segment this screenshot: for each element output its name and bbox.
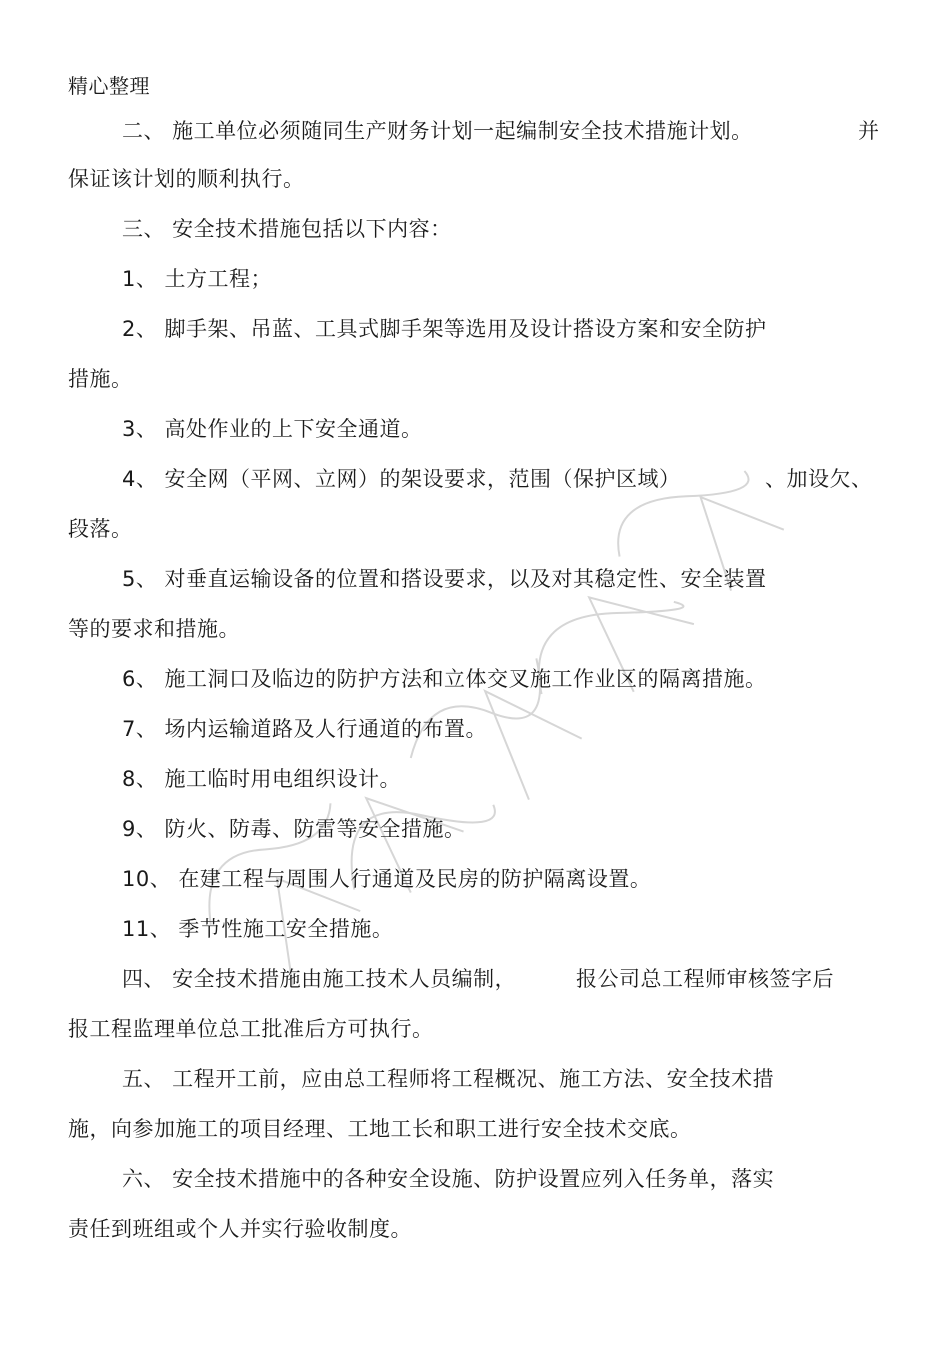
paragraph-2-line-1-end: 并 (858, 119, 880, 143)
list-item-2-line-2: 措施。 (68, 367, 133, 391)
paragraph-5-line-1: 五、 工程开工前，应由总工程师将工程概况、施工方法、安全技术措 (122, 1067, 775, 1091)
list-item-9: 9、 防火、防毒、防雷等安全措施。 (122, 817, 466, 841)
paragraph-4-line-1: 四、 安全技术措施由施工技术人员编制， (122, 967, 517, 991)
paragraph-6-line-2: 责任到班组或个人并实行验收制度。 (68, 1217, 412, 1241)
list-item-4-line-2: 段落。 (68, 517, 133, 541)
list-item-2-line-1: 2、 脚手架、吊蓝、工具式脚手架等选用及设计搭设方案和安全防护 (122, 317, 767, 341)
list-item-5-line-2: 等的要求和措施。 (68, 617, 240, 641)
paragraph-4-line-1-end: 报公司总工程师审核签字后 (576, 967, 834, 991)
list-item-3: 3、 高处作业的上下安全通道。 (122, 417, 423, 441)
list-item-6: 6、 施工洞口及临边的防护方法和立体交叉施工作业区的隔离措施。 (122, 667, 767, 691)
paragraph-5-line-2: 施，向参加施工的项目经理、工地工长和职工进行安全技术交底。 (68, 1117, 692, 1141)
list-item-8: 8、 施工临时用电组织设计。 (122, 767, 402, 791)
list-item-11: 11、 季节性施工安全措施。 (122, 917, 394, 941)
paragraph-3: 三、 安全技术措施包括以下内容： (122, 217, 452, 241)
list-item-1: 1、 土方工程； (122, 267, 273, 291)
paragraph-2-line-1: 二、 施工单位必须随同生产财务计划一起编制安全技术措施计划。 (122, 119, 753, 143)
list-item-5-line-1: 5、 对垂直运输设备的位置和搭设要求，以及对其稳定性、安全装置 (122, 567, 767, 591)
page-header: 精心整理 (68, 74, 150, 98)
list-item-4-line-1-end: 、加设欠、 (765, 467, 873, 491)
list-item-4-line-1: 4、 安全网（平网、立网）的架设要求，范围（保护区域） (122, 467, 681, 491)
paragraph-2-line-2: 保证该计划的顺利执行。 (68, 167, 305, 191)
paragraph-4-line-2: 报工程监理单位总工批准后方可执行。 (68, 1017, 434, 1041)
list-item-10: 10、 在建工程与周围人行通道及民房的防护隔离设置。 (122, 867, 652, 891)
list-item-7: 7、 场内运输道路及人行通道的布置。 (122, 717, 488, 741)
paragraph-6-line-1: 六、 安全技术措施中的各种安全设施、防护设置应列入任务单，落实 (122, 1167, 775, 1191)
